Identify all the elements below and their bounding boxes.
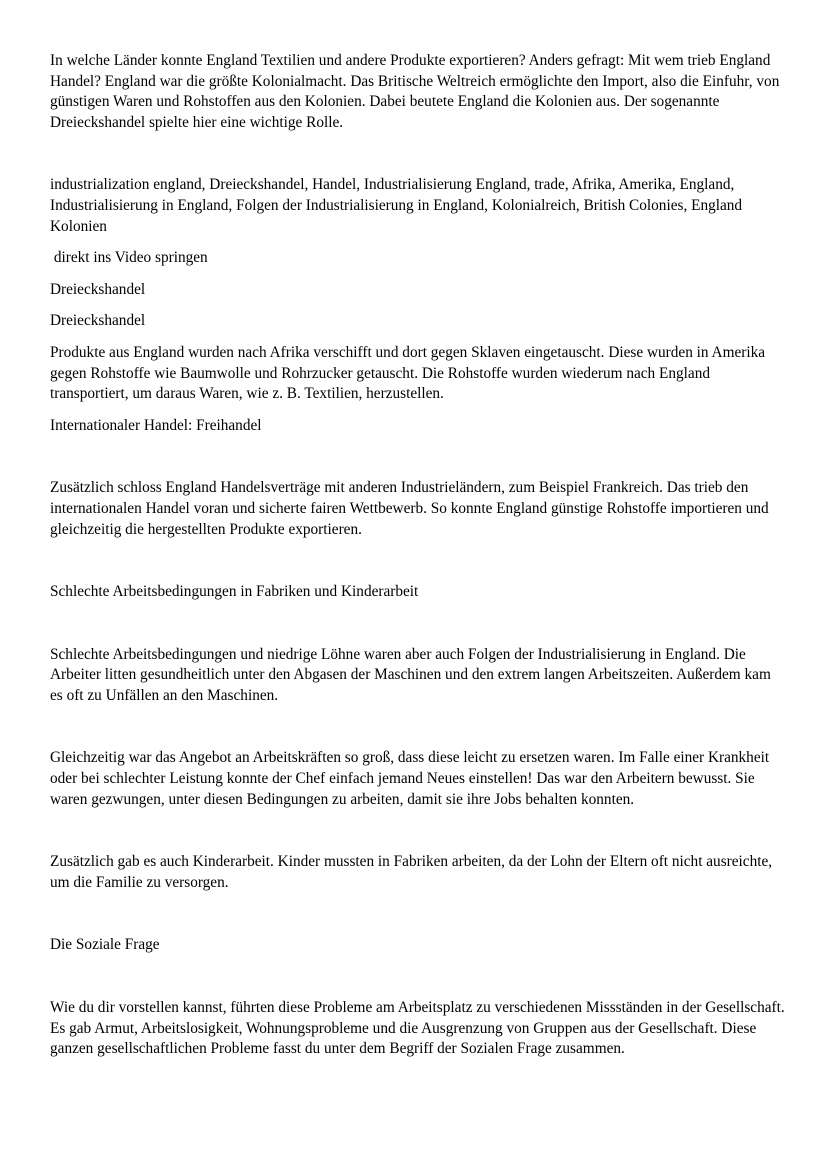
dreieckshandel-paragraph: Produkte aus England wurden nach Afrika verschifft und dort gegen Sklaven eingetauscht. Diese wurden in Amerika gegen Rohstoffe wie Baumwolle und Rohrzucker getauscht. Die Rohstoffe wurden wiederum nach England transportiert, um daraus Waren, wie z. B. Textilien, herzustellen. (50, 343, 766, 403)
kinderarbeit-paragraph: Zusätzlich gab es auch Kinderarbeit. Kinder mussten in Fabriken arbeiten, da der Lohn der Eltern oft nicht ausreichte, um die Familie zu versorgen. (50, 853, 773, 891)
section-heading-arbeitsbedingungen: Schlechte Arbeitsbedingungen in Fabriken und Kinderarbeit (50, 583, 419, 601)
section-heading-dreieckshandel: Dreieckshandel (50, 312, 146, 330)
section-heading-freihandel: Internationaler Handel: Freihandel (50, 416, 262, 434)
freihandel-paragraph: Zusätzlich schloss England Handelsverträge mit anderen Industrieländern, zum Beispiel Frankreich. Das trieb den internationalen Handel voran und sicherte fairen Wettbewerb. So konnte England günstige Rohstoffe importieren und gleichzeitig die hergestellten Produkte exportieren. (50, 479, 769, 538)
keywords-paragraph: industrialization england, Dreieckshandel, Handel, Industrialisierung England, trade, Afrika, Amerika, England, Industrialisierung in England, Folgen der Industrialisierung in England, Kolonialreich, British Colonies, England Kolonien (50, 176, 743, 235)
intro-paragraph: In welche Länder konnte England Textilien und andere Produkte exportieren? Anders gefragt: Mit wem trieb England Handel? England war die größte Kolonialmacht. Das Britische Weltreich ermöglichte den Import, also die Einfuhr, von günstigen Waren und Rohstoffen aus den Kolonien. Dabei beutete England die Kolonien aus. Der sogenannte Dreieckshandel spielte hier eine wichtige Rolle. (50, 52, 780, 131)
arbeitskraefte-paragraph: Gleichzeitig war das Angebot an Arbeitskräften so groß, dass diese leicht zu ersetzen waren. Im Falle einer Krankheit oder bei schlechter Leistung konnte der Chef einfach jemand Neues einstellen! Das war den Arbeitern bewusst. Sie waren gezwungen, unter diesen Bedingungen zu arbeiten, damit sie ihre Jobs behalten konnten. (50, 749, 770, 808)
video-jump-link[interactable]: direkt ins Video springen (50, 249, 208, 267)
arbeitsbedingungen-paragraph: Schlechte Arbeitsbedingungen und niedrige Löhne waren aber auch Folgen der Industrialisierung in England. Die Arbeiter litten gesundheitlich unter den Abgasen der Maschinen und den extrem langen Arbeitszeiten. Außerdem kam es oft zu Unfällen an den Maschinen. (50, 645, 771, 704)
document-page (50, 51, 785, 1060)
section-heading-soziale-frage: Die Soziale Frage (50, 936, 160, 954)
image-caption: Dreieckshandel (50, 280, 146, 298)
soziale-frage-paragraph: Wie du dir vorstellen kannst, führten diese Probleme am Arbeitsplatz zu verschiedenen Missständen in der Gesellschaft. Es gab Armut, Arbeitslosigkeit, Wohnungsprobleme und die Ausgrenzung von Gruppen aus der Gesellschaft. Diese ganzen gesellschaftlichen Probleme fasst du unter dem Begriff der Sozialen Frage zusammen. (50, 999, 785, 1058)
